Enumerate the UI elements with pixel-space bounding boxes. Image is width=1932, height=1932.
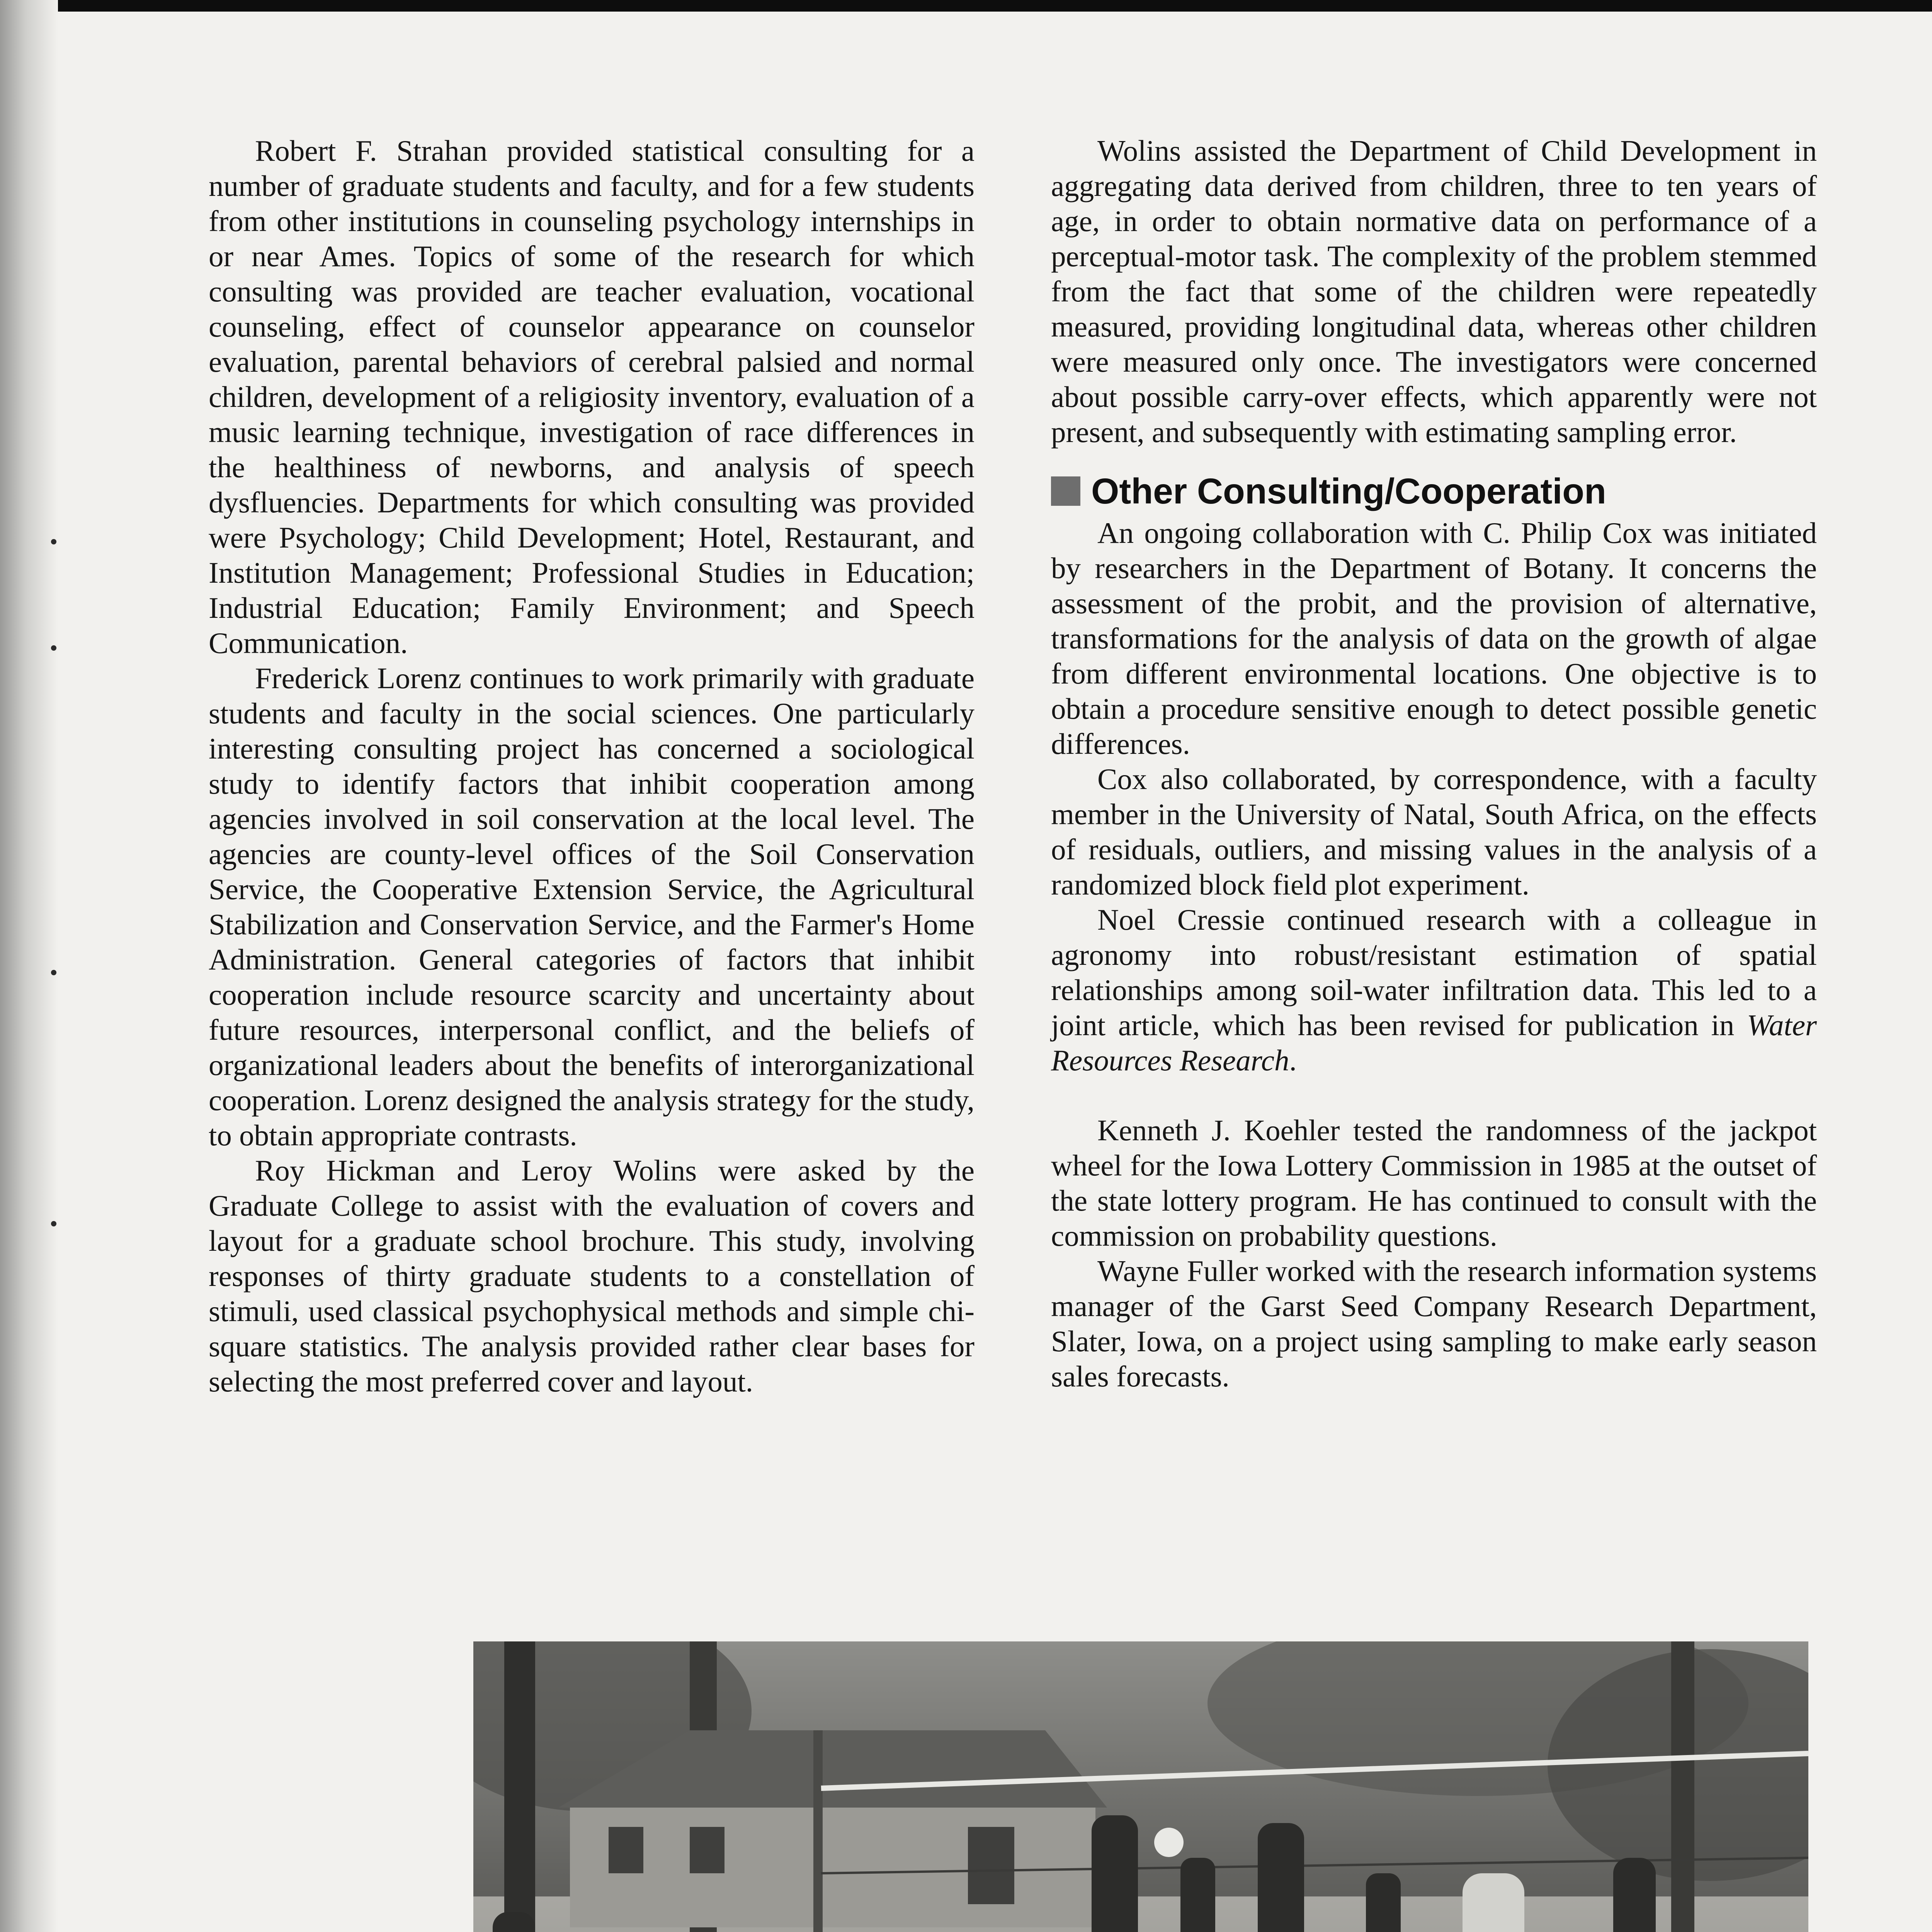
scan-top-edge — [0, 0, 1932, 12]
koehler-paragraph: Kenneth J. Koehler tested the randomness of the jackpot wheel for the Iowa Lottery Commission in 1985 at the outset of the state lottery program. He has continued to consult with the commission on probability questions. — [1051, 1114, 1817, 1252]
heading-square-icon — [1051, 476, 1080, 506]
margin-hole-mark — [51, 1221, 56, 1226]
cressie-end: . — [1289, 1044, 1297, 1077]
net-post — [813, 1730, 823, 1932]
margin-hole-mark — [51, 970, 56, 975]
cox-natal-paragraph: Cox also collaborated, by correspondence, with a faculty member in the University of Natal, South Africa, on the effects of residuals, outliers, and missing values in the analysis of a randomized block field plot experiment. — [1051, 762, 1817, 901]
strahan-paragraph: Robert F. Strahan provided statistical consulting for a number of graduate students and faculty, and for a few students from other institutions in counseling psychology internships in or near Ames. Topics of some of the research for which consulting was provided are teacher evaluation, vocational counseling, effect of counselor appearance on counselor evaluation, parental behaviors of cerebral palsied and normal children, development of a religiosity inventory, evaluation of a music learning technique, investigation of race differences in the healthiness of newborns, and analysis of speech dysfluencies. Departments for which consulting was provided were Psychology; Child Development; Hotel, Restaurant, and Institution Management; Professional Studies in Education; Industrial Education; Family Environment; and Speech Communication. — [209, 134, 975, 660]
cox-botany-paragraph: An ongoing collaboration with C. Philip Cox was initiated by researchers in the Department of Botany. It concerns the assessment of the probit, and the provision of alternative, transformations for the analysis of data on the growth of algae from different environmental locations. One objective is to obtain a procedure sensitive enough to detect possible genetic differences. — [1051, 516, 1817, 760]
margin-hole-mark — [51, 539, 56, 544]
stone-lodge — [570, 1808, 1095, 1927]
right-column — [1051, 133, 1817, 1394]
volleyball — [1154, 1828, 1184, 1857]
photo-illustration — [473, 1641, 1808, 1932]
cressie-paragraph — [1051, 902, 1817, 1078]
section-heading — [1051, 470, 1817, 512]
fuller-paragraph: Wayne Fuller worked with the research information systems manager of the Garst Seed Company Research Department, Slater, Iowa, on a project using sampling to make early season sales forecasts. — [1051, 1254, 1817, 1393]
margin-hole-mark — [51, 645, 56, 651]
section-heading-text: Other Consulting/Cooperation — [1091, 471, 1606, 511]
tree-trunk — [504, 1641, 535, 1932]
volleyball-photo — [473, 1641, 1808, 1932]
left-column — [209, 133, 975, 1399]
binding-shadow — [0, 0, 58, 1932]
cressie-text: Noel Cressie continued research with a colleague in agronomy into robust/resistant estimation of spatial relationships among soil-water infiltration data. This led to a joint article, which has been revised for publication in — [1051, 903, 1817, 1042]
journal-title: Water Resources Research — [1051, 1009, 1817, 1077]
lorenz-paragraph: Frederick Lorenz continues to work primarily with graduate students and faculty in the social sciences. One particularly interesting consulting project has concerned a sociological study to identify factors that inhibit cooperation among agencies involved in soil conservation at the local level. The agencies are county-level offices of the Soil Conservation Service, the Cooperative Extension Service, the Agricultural Stabilization and Conservation Service, and the Farmer's Home Administration. General categories of factors that inhibit cooperation include resource scarcity and uncertainty about future resources, interpersonal conflict, and the beliefs of organizational leaders about the benefits of interorganizational cooperation. Lorenz designed the analysis strategy for the study, to obtain appropriate contrasts. — [209, 662, 975, 1152]
wolins-paragraph: Wolins assisted the Department of Child Development in aggregating data derived from children, three to ten years of age, in order to obtain normative data on performance of a perceptual-motor task. The complexity of the problem stemmed from the fact that some of the children were repeatedly measured, providing longitudinal data, whereas other children were measured only once. The investigators were concerned about possible carry-over effects, which apparently were not present, and subsequently with estimating sampling error. — [1051, 134, 1817, 449]
hickman-wolins-paragraph: Roy Hickman and Leroy Wolins were asked by the Graduate College to assist with the evaluation of covers and layout for a graduate school brochure. This study, involving responses of thirty graduate students to a constellation of stimuli, used classical psychophysical methods and simple chi-square statistics. The analysis provided rather clear bases for selecting the most preferred cover and layout. — [209, 1154, 975, 1398]
